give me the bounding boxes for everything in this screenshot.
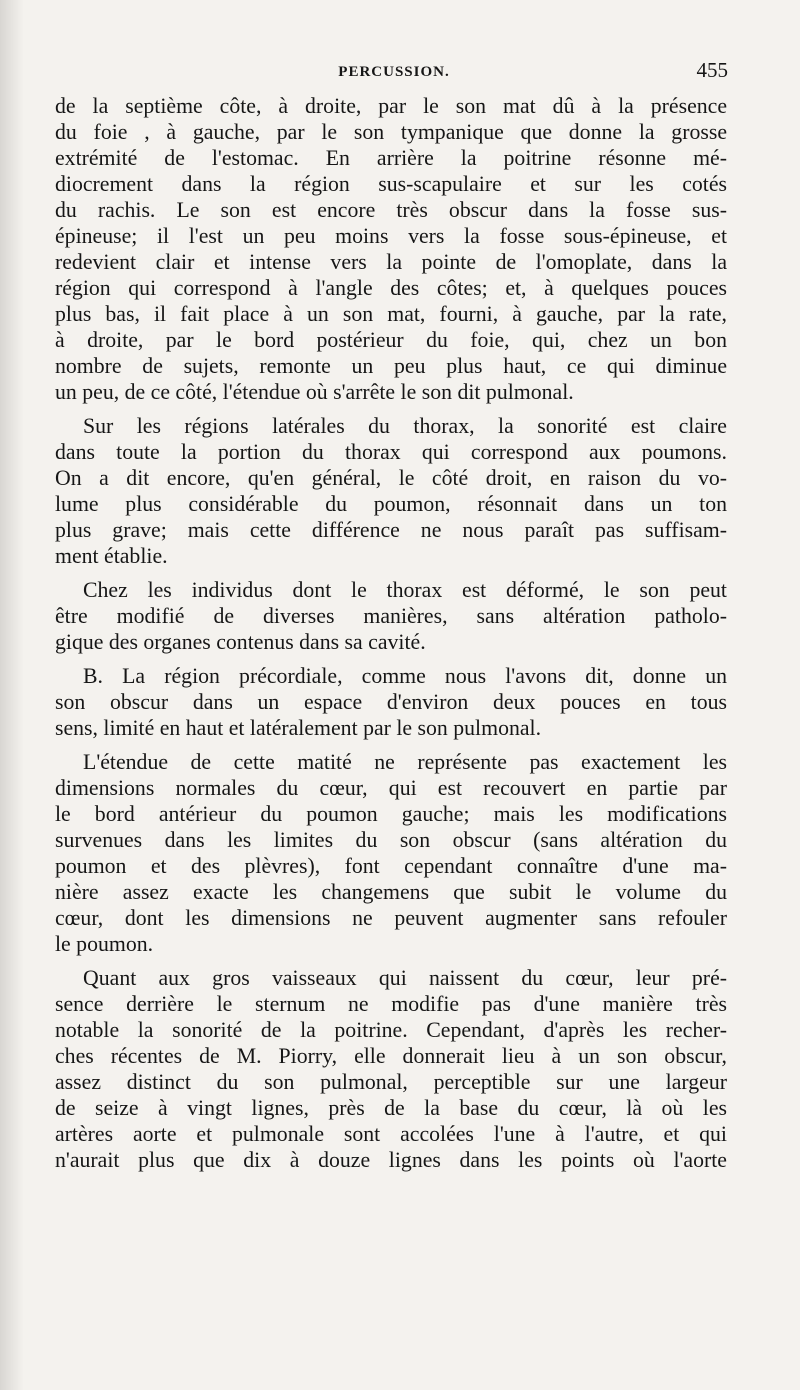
paragraph [55,413,727,569]
body-text [55,93,727,1173]
text-line: On a dit encore, qu'en général, le côté droit, en raison du vo- [55,466,727,490]
text-line: extrémité de l'estomac. En arrière la poitrine résonne mé- [55,146,727,170]
text-line: diocrement dans la région sus-scapulaire et sur les cotés [55,172,727,196]
paragraph [55,663,727,741]
text-line: ches récentes de M. Piorry, elle donnerait lieu à un son obscur, [55,1044,727,1068]
text-line: L'étendue de cette matité ne représente pas exactement les [83,750,727,774]
text-line: à droite, par le bord postérieur du foie, qui, chez un bon [55,328,727,352]
text-line: artères aorte et pulmonale sont accolées l'une à l'autre, et qui [55,1122,727,1146]
text-line: n'aurait plus que dix à douze lignes dans les points où l'aorte [55,1148,727,1172]
text-line: Quant aux gros vaisseaux qui naissent du cœur, leur pré- [83,966,727,990]
text-line: nière assez exacte les changemens que subit le volume du [55,880,727,904]
text-line: sence derrière le sternum ne modifie pas d'une manière très [55,992,727,1016]
text-line: lume plus considérable du poumon, résonnait dans un ton [55,492,727,516]
paragraph [55,965,727,1173]
text-line: poumon et des plèvres), font cependant connaître d'une ma- [55,854,727,878]
text-line: être modifié de diverses manières, sans altération patholo- [55,604,727,628]
text-line: Sur les régions latérales du thorax, la sonorité est claire [83,414,727,438]
running-head: PERCUSSION. [338,64,450,80]
page-number: 455 [696,58,728,82]
text-line: redevient clair et intense vers la pointe de l'omoplate, dans la [55,250,727,274]
text-line: région qui correspond à l'angle des côtes; et, à quelques pouces [55,276,727,300]
text-line: un peu, de ce côté, l'étendue où s'arrête le son dit pulmonal. [55,380,574,404]
text-line: B. La région précordiale, comme nous l'avons dit, donne un [83,664,727,688]
text-line: assez distinct du son pulmonal, perceptible sur une largeur [55,1070,727,1094]
paragraph [55,749,727,957]
text-line: épineuse; il l'est un peu moins vers la fosse sous-épineuse, et [55,224,727,248]
text-line: le poumon. [55,932,154,956]
page-gutter-shadow [0,0,24,1390]
text-line: le bord antérieur du poumon gauche; mais les modifications [55,802,727,826]
text-line: de seize à vingt lignes, près de la base du cœur, là où les [55,1096,727,1120]
text-line: plus grave; mais cette différence ne nous paraît pas suffisam- [55,518,727,542]
text-line: son obscur dans un espace d'environ deux pouces en tous [55,690,727,714]
text-line: plus bas, il fait place à un son mat, fourni, à gauche, par la rate, [55,302,727,326]
text-line: ment établie. [55,544,168,568]
text-line: survenues dans les limites du son obscur (sans altération du [55,828,727,852]
text-line: Chez les individus dont le thorax est déformé, le son peut [83,578,727,602]
text-line: du rachis. Le son est encore très obscur dans la fosse sus- [55,198,727,222]
text-line: cœur, dont les dimensions ne peuvent augmenter sans refouler [55,906,727,930]
page-header [60,58,728,88]
text-line: sens, limité en haut et latéralement par le son pulmonal. [55,716,542,740]
paragraph [55,93,727,405]
text-line: de la septième côte, à droite, par le son mat dû à la présence [55,94,727,118]
text-line: dans toute la portion du thorax qui correspond aux poumons. [55,440,727,464]
text-line: du foie , à gauche, par le son tympanique que donne la grosse [55,120,727,144]
paragraph [55,577,727,655]
text-line: nombre de sujets, remonte un peu plus haut, ce qui diminue [55,354,727,378]
text-line: notable la sonorité de la poitrine. Cependant, d'après les recher- [55,1018,727,1042]
text-line: gique des organes contenus dans sa cavité. [55,630,426,654]
text-line: dimensions normales du cœur, qui est recouvert en partie par [55,776,727,800]
